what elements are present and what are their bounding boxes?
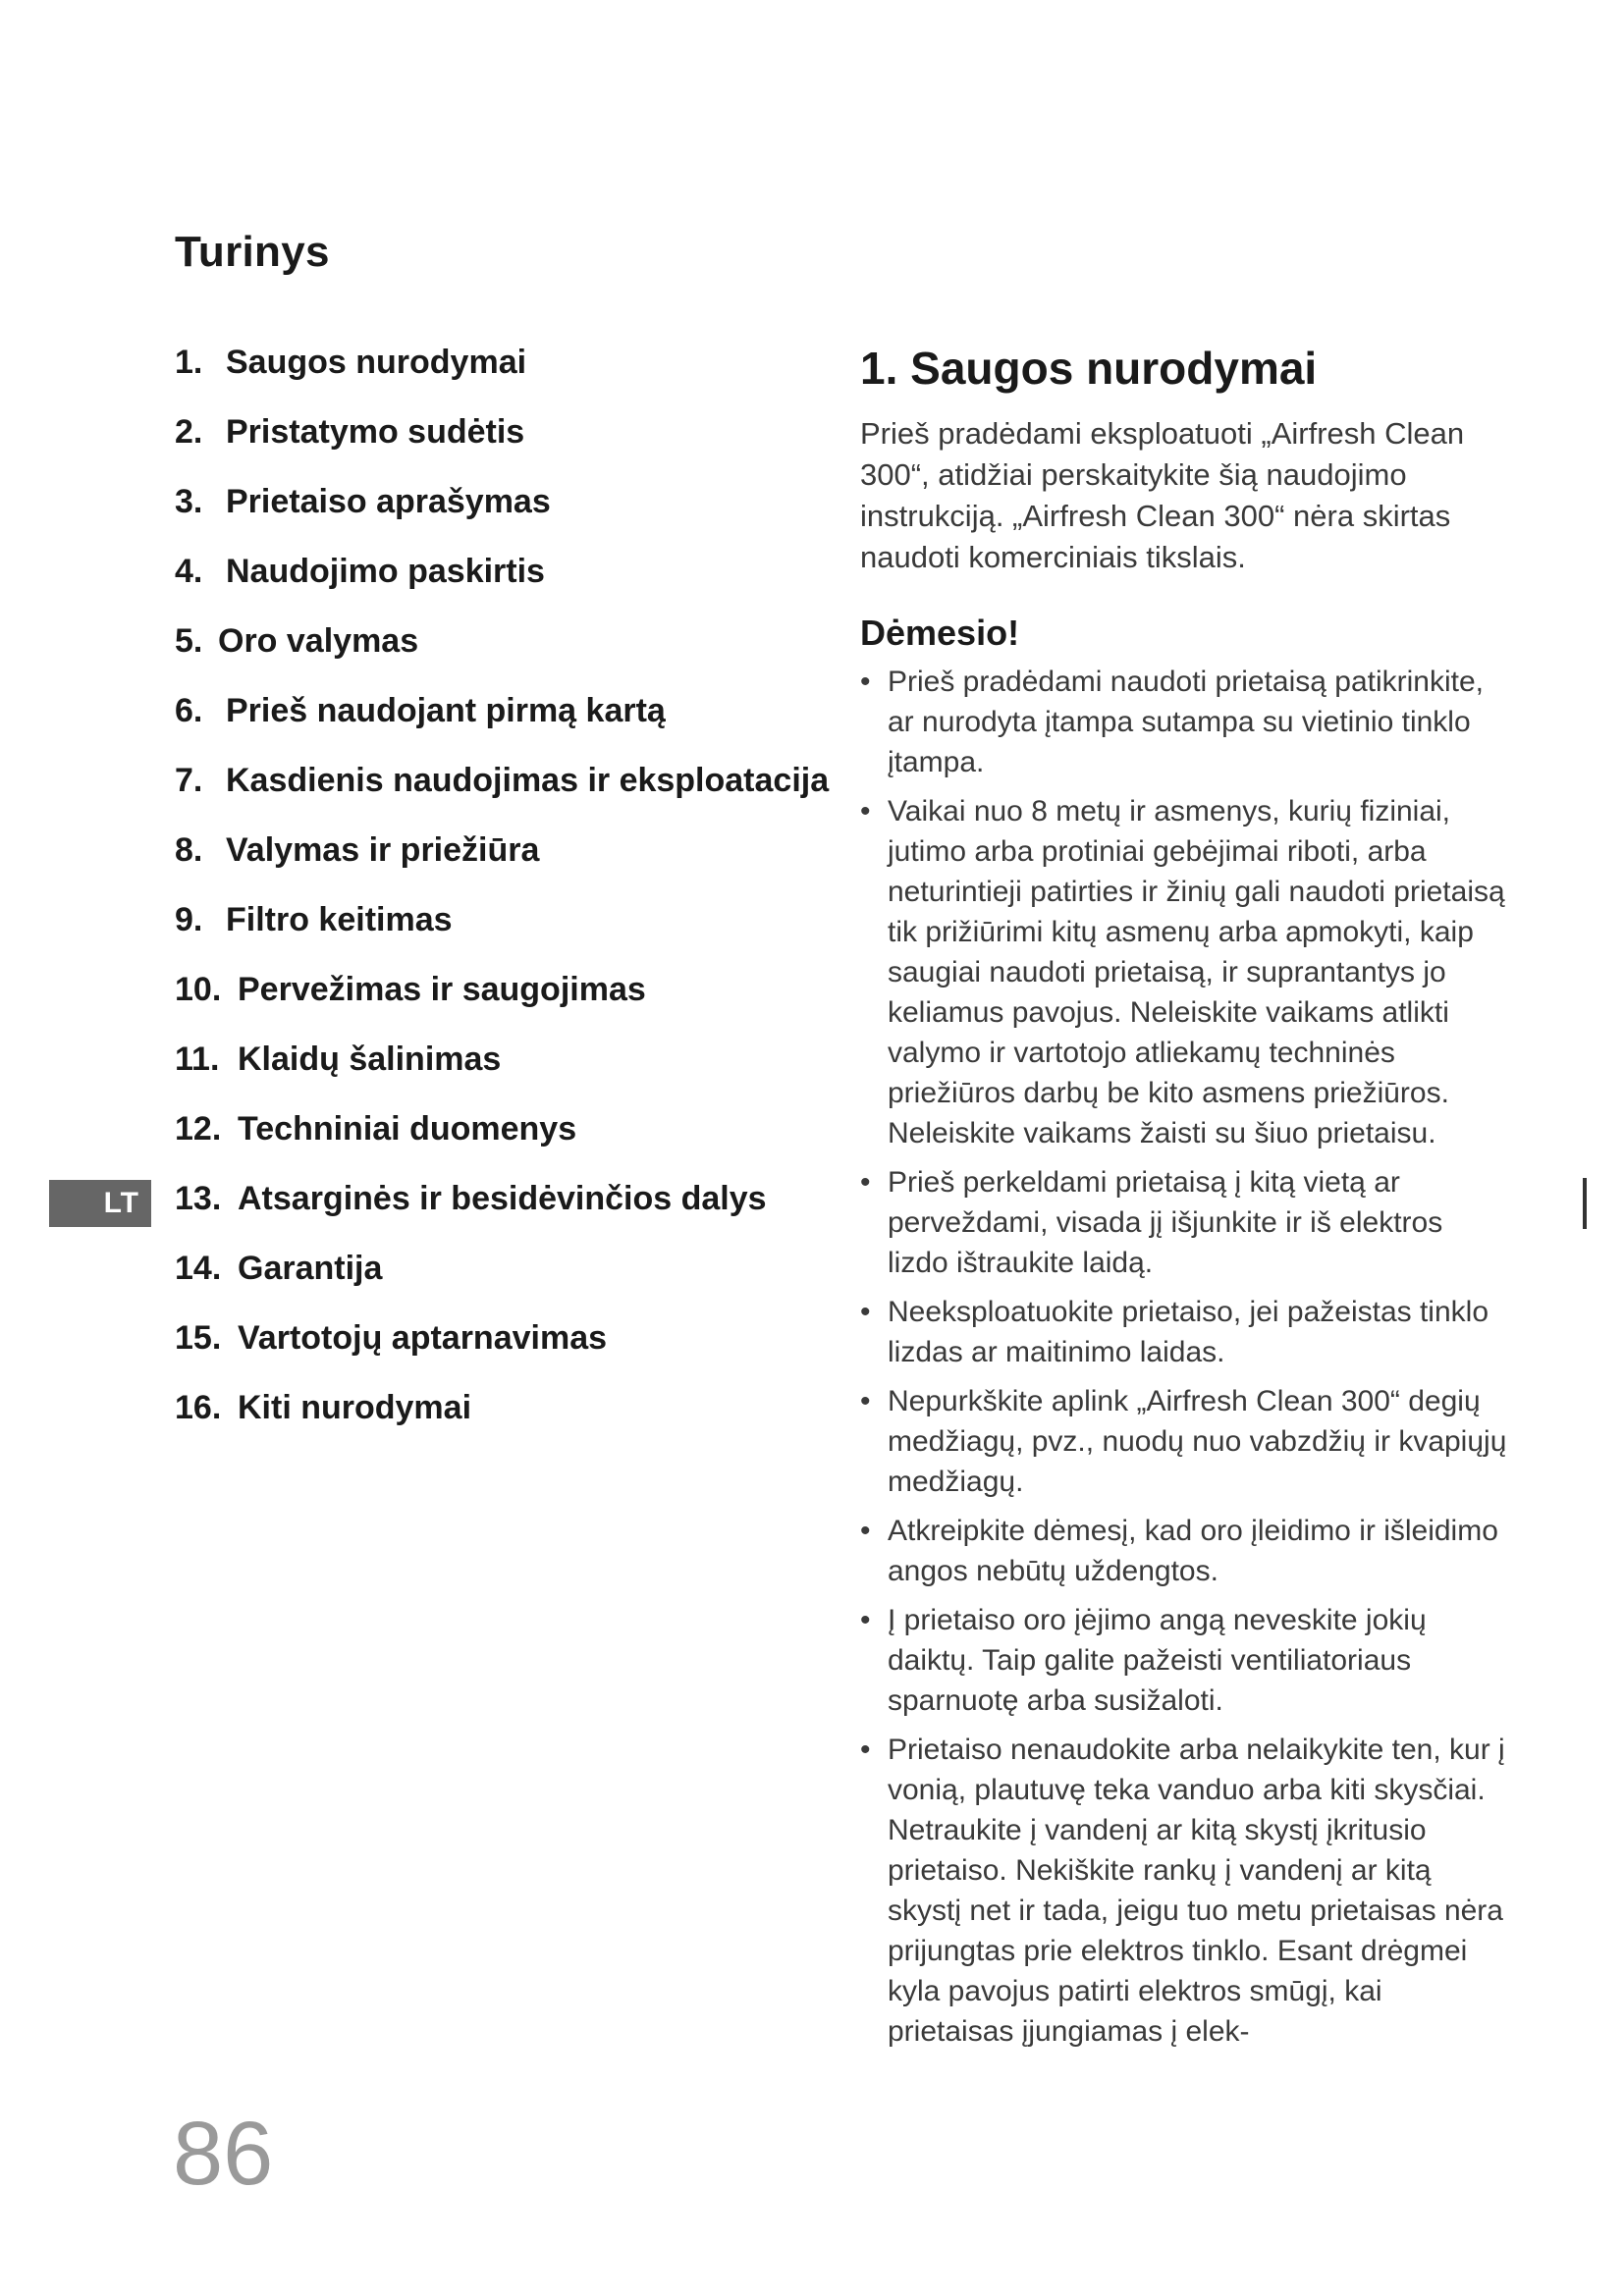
list-item bbox=[860, 1292, 1510, 1372]
toc-item bbox=[175, 415, 842, 485]
table-of-contents bbox=[175, 346, 842, 1461]
bullet-icon: • bbox=[860, 1295, 871, 1328]
list-item bbox=[860, 1730, 1510, 2052]
toc-item bbox=[175, 1252, 842, 1321]
toc-item bbox=[175, 555, 842, 624]
attention-heading: Dėmesio! bbox=[860, 612, 1020, 653]
section-safety bbox=[860, 344, 1510, 2060]
toc-item-label: Pervežimas ir saugojimas bbox=[238, 971, 646, 1008]
toc-item-number: 15. bbox=[175, 1319, 222, 1357]
bullet-text: Prieš pradėdami naudoti prietaisą patikrinkite, ar nurodyta įtampa sutampa su vietinio tinklo įtampa. bbox=[888, 665, 1484, 778]
toc-item-number: 3. bbox=[175, 483, 203, 520]
language-tab: LT bbox=[49, 1180, 151, 1227]
safety-bullet-list bbox=[860, 662, 1510, 2052]
bullet-text: Prieš perkeldami prietaisą į kitą vietą ar perveždami, visada jį išjunkite ir iš elektros lizdo ištraukite laidą. bbox=[888, 1165, 1443, 1279]
toc-item bbox=[175, 1112, 842, 1182]
bullet-icon: • bbox=[860, 1165, 871, 1199]
toc-item bbox=[175, 346, 842, 415]
toc-item-label: Saugos nurodymai bbox=[226, 344, 527, 381]
bullet-text: Į prietaiso oro įėjimo angą neveskite jokių daiktų. Taip galite pažeisti ventiliatoriaus sparnuotę arba susižaloti. bbox=[888, 1603, 1427, 1717]
toc-item-label: Naudojimo paskirtis bbox=[226, 553, 545, 590]
toc-item bbox=[175, 1182, 842, 1252]
toc-item-number: 9. bbox=[175, 901, 203, 938]
toc-item bbox=[175, 694, 842, 764]
bullet-icon: • bbox=[860, 665, 871, 698]
toc-item-label: Prieš naudojant pirmą kartą bbox=[226, 692, 666, 729]
toc-item-label: Kasdienis naudojimas ir eksploatacija bbox=[226, 762, 830, 799]
bullet-text: Atkreipkite dėmesį, kad oro įleidimo ir išleidimo angos nebūtų uždengtos. bbox=[888, 1514, 1498, 1587]
bullet-text: Prietaiso nenaudokite arba nelaikykite ten, kur į vonią, plautuvę teka vanduo arba kiti skysčiai. Netraukite į vandenį ar kitą skystį įkritusio prietaiso. Nekiškite rankų į vandenį ar kitą skystį net ir tada, jeigu tuo metu prietaisas nėra prijungtas prie elektros tinklo. Esant drėgmei kyla pavojus patirti elektros smūgį, kai prietaisas įjungiamas į elek- bbox=[888, 1733, 1505, 2048]
toc-item bbox=[175, 1042, 842, 1112]
toc-item bbox=[175, 764, 842, 833]
toc-item-label: Klaidų šalinimas bbox=[238, 1041, 502, 1078]
toc-item-number: 8. bbox=[175, 831, 203, 869]
margin-marker bbox=[1583, 1178, 1587, 1229]
toc-item bbox=[175, 624, 842, 694]
list-item bbox=[860, 1162, 1510, 1283]
toc-item-number: 14. bbox=[175, 1250, 222, 1287]
toc-item-label: Pristatymo sudėtis bbox=[226, 413, 525, 451]
toc-item bbox=[175, 1321, 842, 1391]
toc-item-label: Valymas ir priežiūra bbox=[226, 831, 540, 869]
toc-item-number: 4. bbox=[175, 553, 203, 590]
list-item bbox=[860, 1600, 1510, 1721]
toc-item-number: 2. bbox=[175, 413, 203, 451]
section-heading: 1. Saugos nurodymai bbox=[860, 343, 1318, 394]
toc-item-number: 16. bbox=[175, 1389, 222, 1426]
toc-item-label: Atsarginės ir besidėvinčios dalys bbox=[238, 1180, 767, 1217]
toc-item-label: Prietaiso aprašymas bbox=[226, 483, 551, 520]
toc-item-number: 13. bbox=[175, 1180, 222, 1217]
toc-item-number: 10. bbox=[175, 971, 222, 1008]
list-item bbox=[860, 1511, 1510, 1591]
toc-item-number: 7. bbox=[175, 762, 203, 799]
bullet-text: Neeksploatuokite prietaiso, jei pažeistas tinklo lizdas ar maitinimo laidas. bbox=[888, 1295, 1489, 1368]
toc-item bbox=[175, 973, 842, 1042]
bullet-text: Nepurkškite aplink „Airfresh Clean 300“ degių medžiagų, pvz., nuodų nuo vabzdžių ir kvapiųjų medžiagų. bbox=[888, 1384, 1507, 1498]
bullet-text: Vaikai nuo 8 metų ir asmenys, kurių fiziniai, jutimo arba protiniai gebėjimai riboti, arba neturintieji patirties ir žinių gali naudoti prietaisą tik prižiūrimi kitų asmenų arba apmokyti, kaip saugiai naudoti prietaisą, ir suprantantys jo keliamus pavojus. Neleiskite vaikams atlikti valymo ir vartotojo atliekamų techninės priežiūros darbų be kito asmens priežiūros. Neleiskite vaikams žaisti su šiuo prietaisu. bbox=[888, 794, 1505, 1149]
toc-item-label: Vartotojų aptarnavimas bbox=[238, 1319, 608, 1357]
toc-item bbox=[175, 1391, 842, 1461]
toc-item-number: 5. bbox=[175, 622, 203, 660]
bullet-icon: • bbox=[860, 794, 871, 828]
toc-item-label: Garantija bbox=[238, 1250, 383, 1287]
toc-item-number: 6. bbox=[175, 692, 203, 729]
toc-item bbox=[175, 903, 842, 973]
toc-item bbox=[175, 833, 842, 903]
toc-item-number: 12. bbox=[175, 1110, 222, 1148]
toc-title: Turinys bbox=[175, 228, 330, 276]
toc-item-label: Kiti nurodymai bbox=[238, 1389, 472, 1426]
list-item bbox=[860, 662, 1510, 782]
toc-item-number: 11. bbox=[175, 1041, 220, 1078]
bullet-icon: • bbox=[860, 1384, 871, 1417]
bullet-icon: • bbox=[860, 1603, 871, 1636]
toc-item-label: Techniniai duomenys bbox=[238, 1110, 577, 1148]
list-item bbox=[860, 791, 1510, 1153]
list-item bbox=[860, 1381, 1510, 1502]
toc-item-number: 1. bbox=[175, 344, 203, 381]
bullet-icon: • bbox=[860, 1514, 871, 1547]
page-number: 86 bbox=[173, 2104, 274, 2204]
bullet-icon: • bbox=[860, 1733, 871, 1766]
toc-item-label: Oro valymas bbox=[218, 622, 419, 660]
toc-item bbox=[175, 485, 842, 555]
toc-item-label: Filtro keitimas bbox=[226, 901, 453, 938]
section-intro: Prieš pradėdami eksploatuoti „Airfresh Clean 300“, atidžiai perskaitykite šią naudojimo instrukciją. „Airfresh Clean 300“ nėra skirtas naudoti komerciniais tikslais. bbox=[860, 415, 1465, 574]
